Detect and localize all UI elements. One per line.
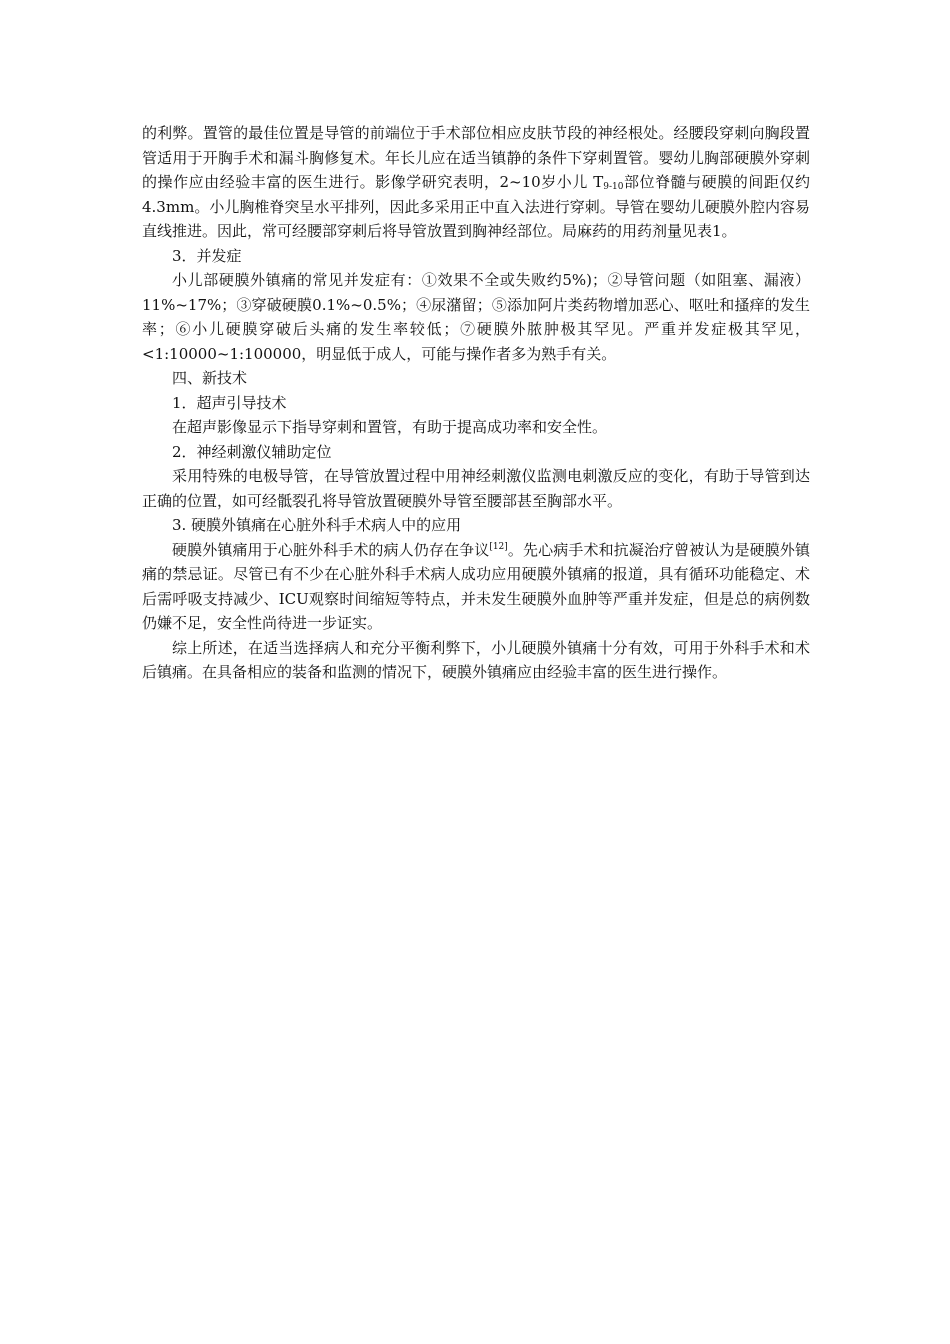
heading-complications: 3．并发症 [172, 246, 242, 265]
paragraph-text: 的利弊。置管的最佳位置是导管的前端位于手术部位相应皮肤节段的神经根处。经腰段穿刺向胸段置管适用于开胸手术和漏斗胸修复术。年长儿应在适当镇静的条件下穿刺置管。婴幼儿胸部硬膜外穿刺的操作应由经验丰富的医生进行。影像学研究表明，2~10岁小儿 T [142, 124, 810, 191]
heading-cardiac-surgery: 3. 硬膜外镇痛在心脏外科手术病人中的应用 [172, 516, 462, 534]
heading-ultrasound: 1．超声引导技术 [172, 393, 287, 412]
document-body [142, 121, 810, 685]
paragraph-text: 硬膜外镇痛用于心脏外科手术的病人仍存在争议 [172, 540, 490, 559]
paragraph-text: 部位脊髓与硬膜的间距仅约4.3mm。小儿胸椎脊突呈水平排列，因此多采用正中直入法进行穿刺。导管在婴幼儿硬膜外腔内容易直线推进。因此，常可经腰部穿刺后将导管放置到胸神经部位。局麻药的用药剂量见表1。 [142, 173, 810, 240]
paragraph-text: 。先心病手术和抗凝治疗曾被认为是硬膜外镇痛的禁忌证。尽管已有不少在心脏外科手术病人成功应用硬膜外镇痛的报道，具有循环功能稳定、术后需呼吸支持减少、ICU观察时间缩短等特点，并未发生硬膜外血肿等严重并发症，但是总的病例数仍嫌不足，安全性尚待进一步证实。 [142, 540, 810, 632]
paragraph-complications: 小儿部硬膜外镇痛的常见并发症有：①效果不全或失败约5%)；②导管问题（如阻塞、漏液）11%~17%；③穿破硬膜0.1%~0.5%；④尿潴留；⑤添加阿片类药物增加恶心、呕吐和搔痒的发生率；⑥小儿硬膜穿破后头痛的发生率较低；⑦硬膜外脓肿极其罕见。严重并发症极其罕见，<1:10000~1:100000，明显低于成人，可能与操作者多为熟手有关。 [142, 271, 810, 363]
paragraph-conclusion: 综上所述，在适当选择病人和充分平衡利弊下，小儿硬膜外镇痛十分有效，可用于外科手术和术后镇痛。在具备相应的装备和监测的情况下，硬膜外镇痛应由经验丰富的医生进行操作。 [142, 638, 810, 681]
subscript-vertebra: 9-10 [603, 182, 624, 192]
paragraph-ultrasound: 在超声影像显示下指导穿刺和置管，有助于提高成功率和安全性。 [172, 418, 608, 436]
paragraph-catheter-placement [142, 121, 810, 244]
heading-new-techniques: 四、新技术 [172, 369, 248, 387]
paragraph-cardiac-surgery [142, 538, 810, 636]
citation-reference: [12] [489, 541, 508, 552]
heading-nerve-stimulator: 2．神经刺激仪辅助定位 [172, 442, 332, 461]
paragraph-nerve-stimulator: 采用特殊的电极导管，在导管放置过程中用神经刺激仪监测电刺激反应的变化，有助于导管到达正确的位置，如可经骶裂孔将导管放置硬膜外导管至腰部甚至胸部水平。 [142, 467, 810, 510]
